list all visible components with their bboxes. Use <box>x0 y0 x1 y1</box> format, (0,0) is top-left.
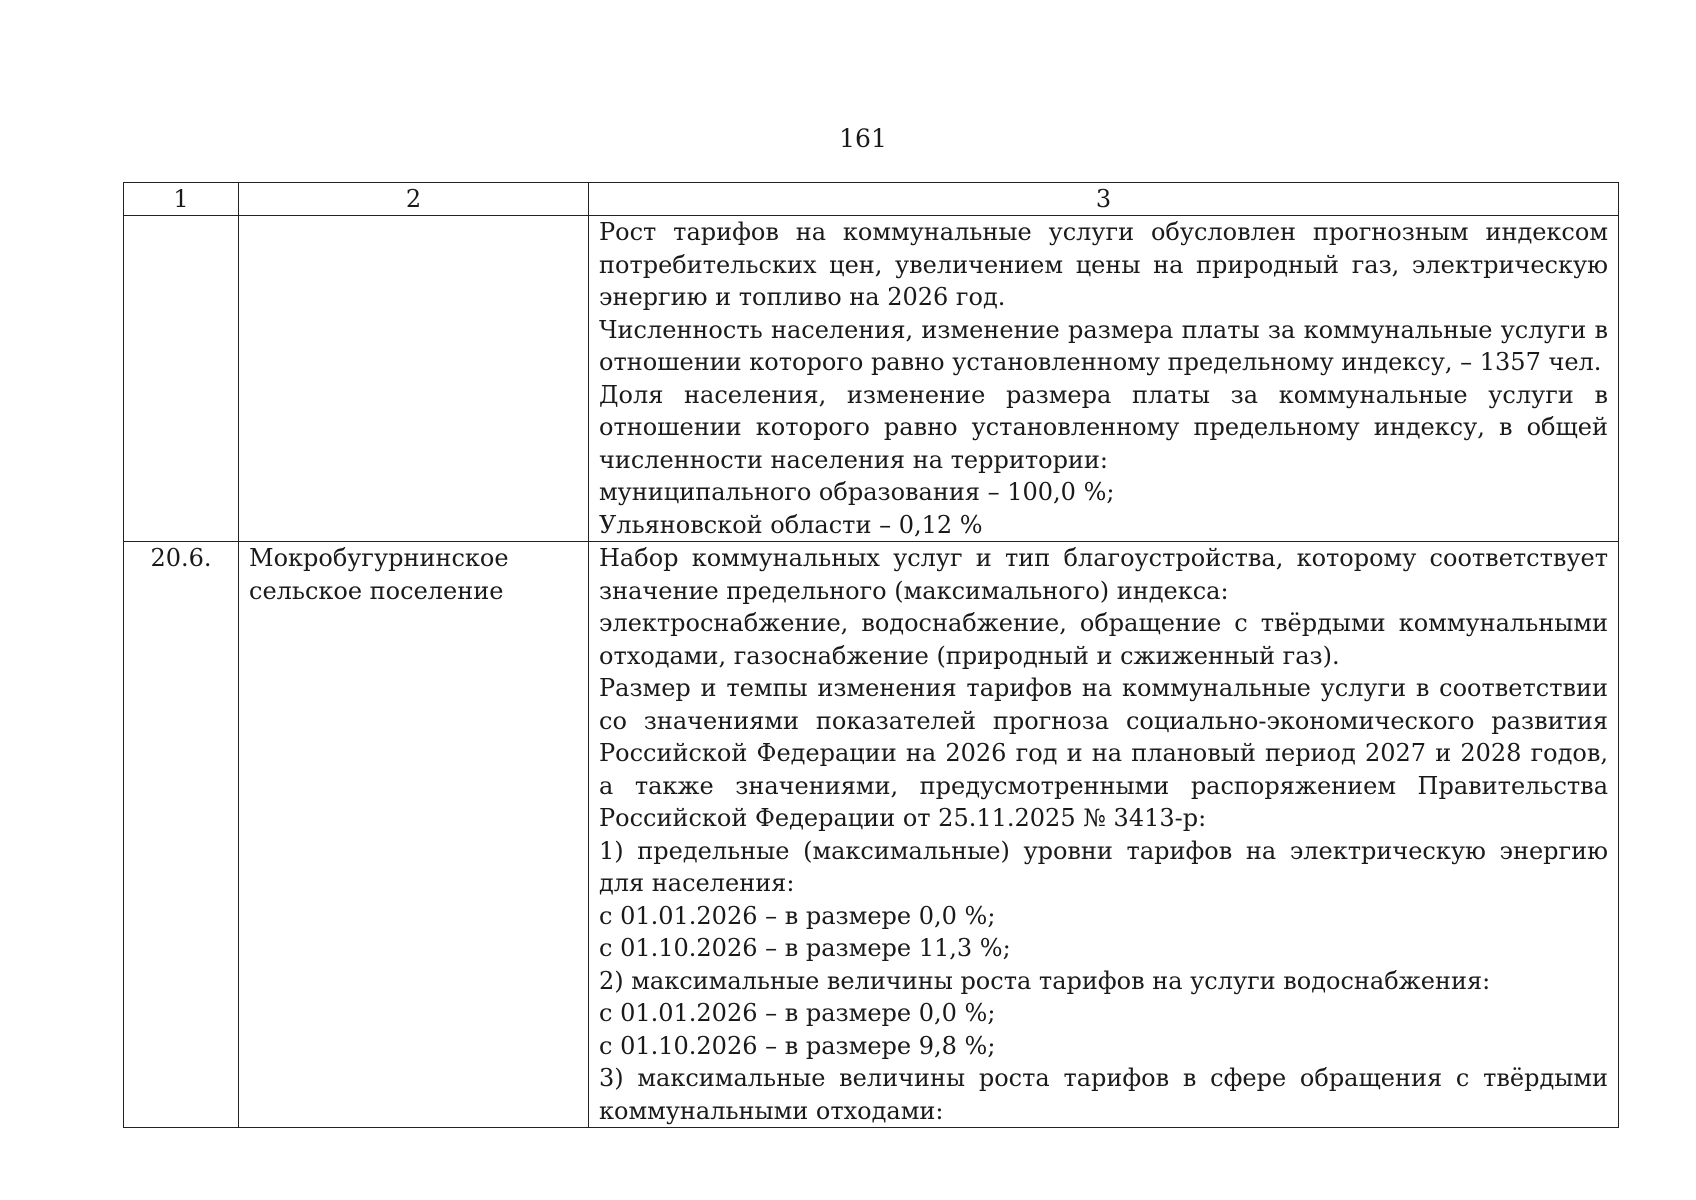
column-header-2: 2 <box>239 183 589 216</box>
table-row-20-6 <box>124 542 1619 1128</box>
paragraph: Размер и темпы изменения тарифов на коммунальные услуги в соответствии со значениями показателей прогноза социально-экономического развития Российской Федерации на 2026 год и на плановый период 2027 и 2028 годов, а также значениями, предусмотренными распоряжением Правительства Российской Федерации от 25.11.2025 № 3413-р: <box>599 674 1608 832</box>
page-number: 161 <box>839 124 887 153</box>
paragraph: Ульяновской области – 0,12 % <box>599 510 983 539</box>
table-header-row <box>124 183 1619 216</box>
paragraph: Набор коммунальных услуг и тип благоустройства, которому соответствует значение предельного (максимального) индекса: <box>599 544 1608 605</box>
row-name-cell: Мокробугурнинское сельское поселение <box>239 542 589 1128</box>
paragraph: Доля населения, изменение размера платы за коммунальные услуги в отношении которого равно установленному предельному индексу, в общей численности населения на территории: <box>599 380 1608 474</box>
paragraph: Численность населения, изменение размера платы за коммунальные услуги в отношении которого равно установленному предельному индексу, – 1357 чел. <box>599 315 1608 376</box>
row-content-cell <box>589 216 1619 542</box>
row-content-cell <box>589 542 1619 1128</box>
paragraph: с 01.10.2026 – в размере 9,8 %; <box>599 1031 996 1060</box>
paragraph: электроснабжение, водоснабжение, обращение с твёрдыми коммунальными отходами, газоснабжение (природный и сжиженный газ). <box>599 609 1608 670</box>
row-name-cell <box>239 216 589 542</box>
paragraph: с 01.01.2026 – в размере 0,0 %; <box>599 901 996 930</box>
column-header-1: 1 <box>124 183 239 216</box>
paragraph: 2) максимальные величины роста тарифов на услуги водоснабжения: <box>599 966 1491 995</box>
paragraph: с 01.10.2026 – в размере 11,3 %; <box>599 934 1011 962</box>
column-header-3: 3 <box>589 183 1619 216</box>
row-number-cell: 20.6. <box>124 542 239 1128</box>
table-row-continuation <box>124 216 1619 542</box>
paragraph: 3) максимальные величины роста тарифов в сфере обращения с твёрдыми коммунальными отходами: <box>599 1064 1608 1125</box>
paragraph: 1) предельные (максимальные) уровни тарифов на электрическую энергию для населения: <box>599 836 1608 897</box>
paragraph: Рост тарифов на коммунальные услуги обусловлен прогнозным индексом потребительских цен, увеличением цены на природный газ, электрическую энергию и топливо на 2026 год. <box>599 218 1608 311</box>
row-number-cell <box>124 216 239 542</box>
tariff-table <box>123 182 1619 1128</box>
paragraph: с 01.01.2026 – в размере 0,0 %; <box>599 999 996 1027</box>
paragraph: муниципального образования – 100,0 %; <box>599 478 1115 506</box>
